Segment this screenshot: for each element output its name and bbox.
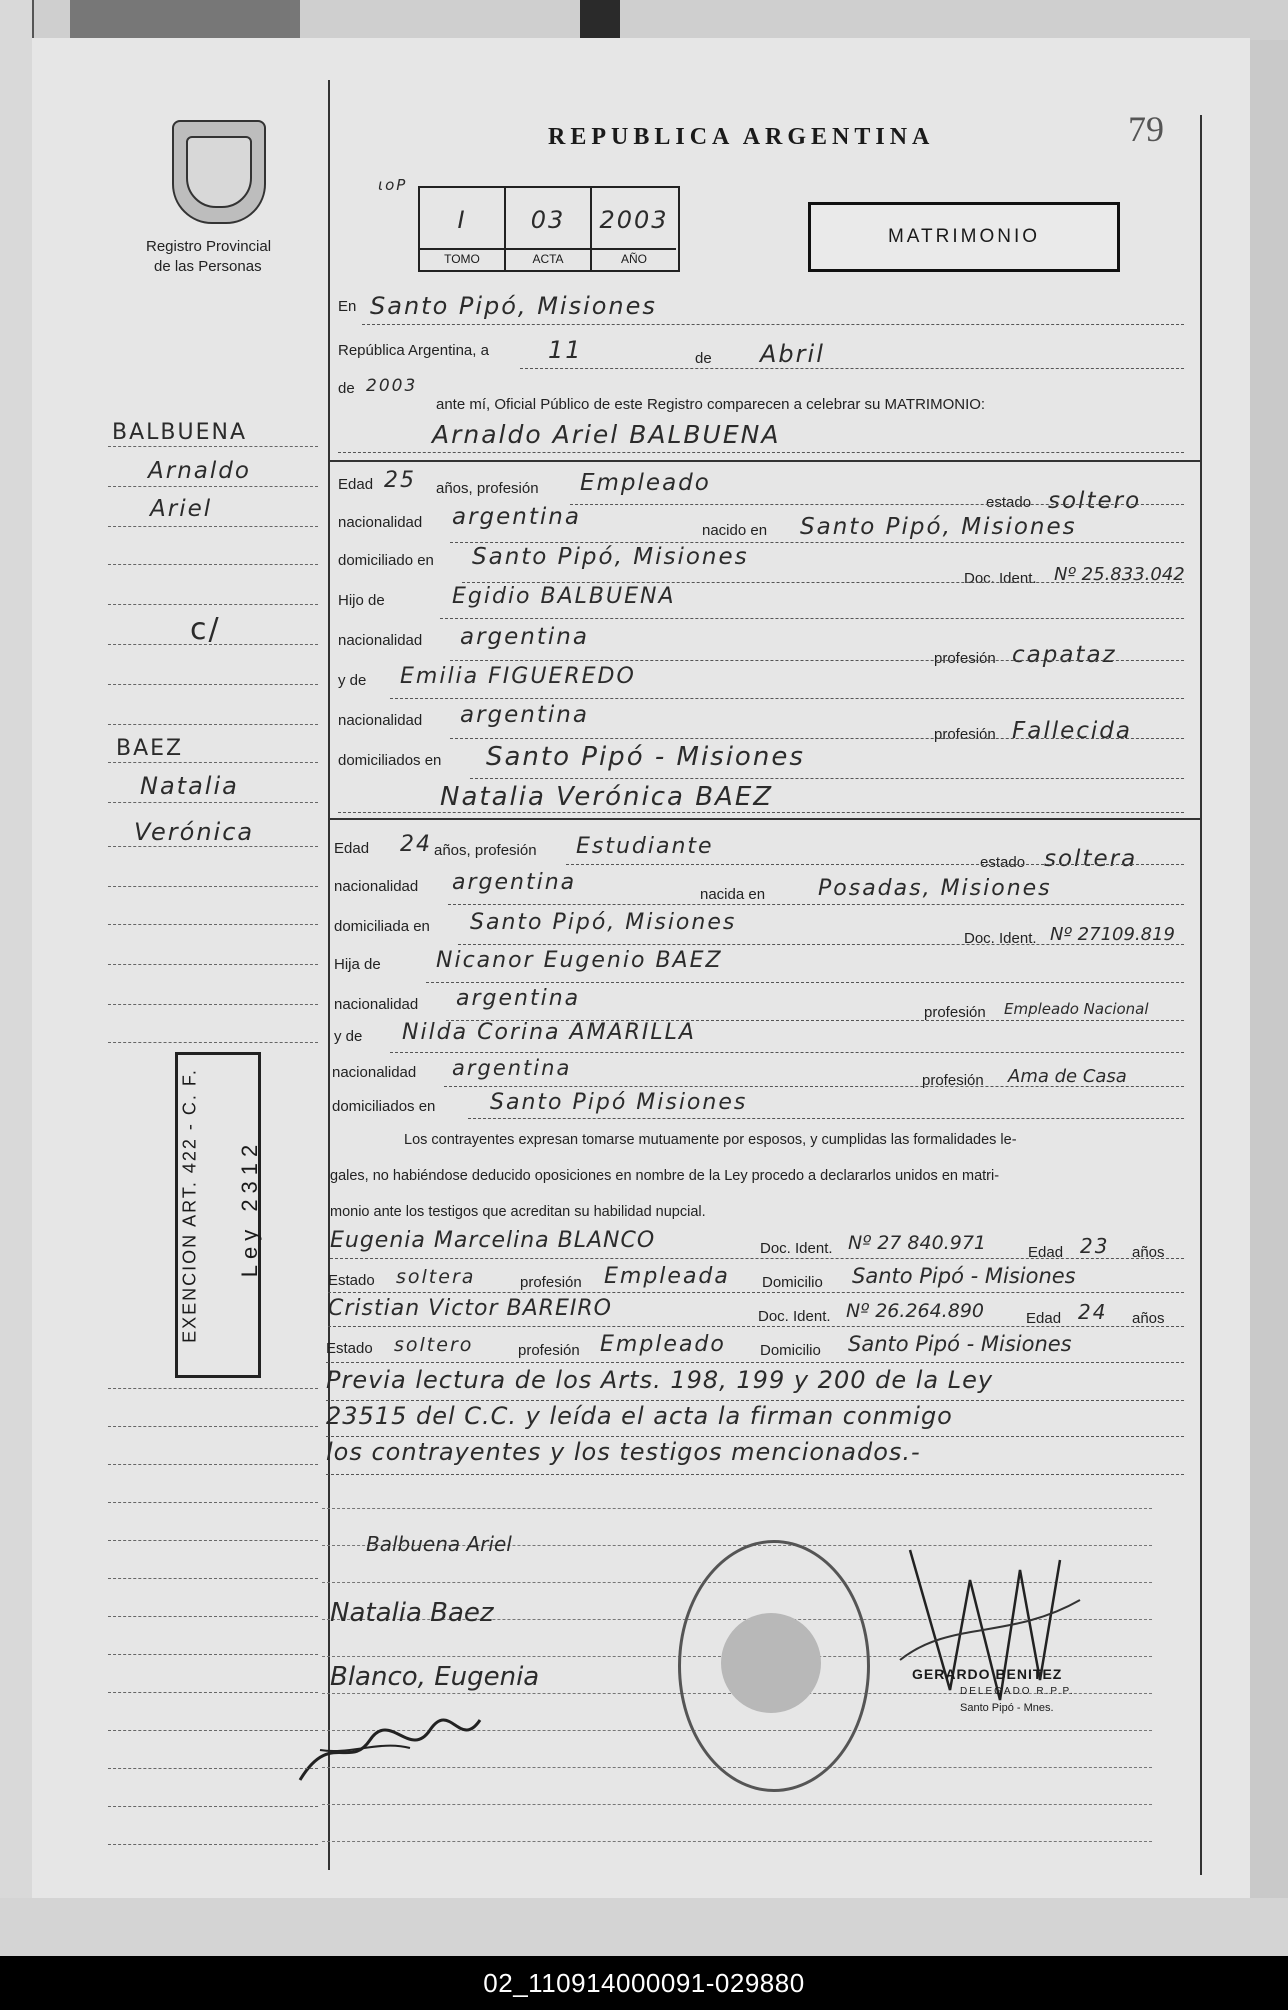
signature-witness-2-icon [290,1710,490,1790]
margin-line [108,1042,318,1043]
anio-value: 2003 [599,206,669,234]
margin-bride-second: Verónica [134,818,255,846]
fill-line [520,368,1184,369]
margin-line [108,446,318,447]
closing-line-1: Previa lectura de los Arts. 198, 199 y 200 de la Ley [326,1366,994,1394]
anios-profesion-label: años, profesión [434,842,537,859]
margin-line [108,1730,318,1731]
official-round-stamp [678,1540,870,1792]
day-value: 11 [548,336,583,364]
fill-line [566,864,1184,865]
de-label: de [695,350,712,367]
domicilio-label: Domicilio [760,1342,821,1359]
bride-profesion: Estudiante [576,834,714,859]
groom-profesion: Empleado [580,470,711,496]
groom-doc: Nº 25.833.042 [1054,564,1185,585]
country-title: REPUBLICA ARGENTINA [548,124,935,150]
nacionalidad-label: nacionalidad [338,632,423,649]
bride-nacida: Posadas, Misiones [818,876,1052,901]
domiciliado-label: domiciliado en [338,552,434,569]
groom-nacido: Santo Pipó, Misiones [800,514,1077,540]
y-de-label: y de [334,1028,363,1045]
margin-line [108,846,318,847]
officer-title: DELEGADO R.P.P. [960,1686,1075,1697]
margin-line [108,486,318,487]
fill-line [338,812,1184,813]
nacida-label: nacida en [700,886,766,903]
bride-madre-nacionalidad: argentina [452,1056,572,1080]
nacionalidad-label: nacionalidad [338,514,423,531]
edad-label: Edad [1026,1310,1062,1327]
republica-label: República Argentina, a [338,342,489,359]
fill-line [468,1118,1184,1119]
domiciliada-label: domiciliada en [334,918,430,935]
margin-line [108,1464,318,1465]
witness-2-doc: Nº 26.264.890 [846,1300,984,1322]
witness-1-profesion: Empleada [604,1264,730,1289]
fill-line [450,660,1184,661]
margin-line [108,1004,318,1005]
witness-1-edad: 23 [1080,1234,1110,1258]
fill-line [462,582,1184,583]
doc-label: Doc. Ident. [964,570,1037,587]
groom-domicilio: Santo Pipó, Misiones [472,544,749,570]
fill-line [322,1508,1152,1509]
groom-madre: Emilia FIGUEREDO [400,664,636,689]
margin-line [108,924,318,925]
fill-line [322,1841,1152,1842]
month-value: Abril [760,340,825,368]
groom-edad: 25 [384,468,416,493]
registry-name-2: de las Personas [154,258,262,275]
margin-groom-surname: BALBUENA [112,420,248,445]
fill-line [440,618,1184,619]
fill-line [326,1362,1184,1363]
hija-label: Hija de [334,956,381,973]
bride-nacionalidad: argentina [452,870,577,895]
acta-cell [506,188,592,270]
margin-line [108,1768,318,1769]
profesion-label: profesión [934,650,996,667]
anios-label: años [1132,1244,1165,1261]
profesion-label: profesión [934,726,996,743]
registry-seal-icon [172,120,266,224]
bride-padres-domicilio: Santo Pipó Misiones [490,1090,748,1115]
margin-line [108,526,318,527]
bride-estado: soltera [1044,846,1138,872]
anios-label: años [1132,1310,1165,1327]
fill-line [328,1292,1184,1293]
groom-padre-profesion: capataz [1012,642,1117,668]
section-divider [330,460,1200,462]
fill-line [328,1326,1184,1327]
margin-line [108,1616,318,1617]
nacionalidad-label: nacionalidad [334,996,419,1013]
groom-padres-domicilio: Santo Pipó - Misiones [486,742,805,772]
acta-label: ACTA [506,248,590,266]
bride-madre-profesion: Ama de Casa [1008,1066,1127,1087]
hijo-label: Hijo de [338,592,385,609]
margin-line [108,564,318,565]
fill-line [450,738,1184,739]
signature-bride: Natalia Baez [330,1598,494,1628]
margin-line [108,644,318,645]
tomo-value: I [457,206,467,234]
tomo-cell [420,188,506,270]
margin-line [108,802,318,803]
margin-line [108,604,318,605]
witness-2-estado: soltero [394,1334,474,1356]
fill-line [322,1804,1152,1805]
bride-padre-nacionalidad: argentina [456,986,581,1011]
domiciliados-label: domiciliados en [338,752,442,769]
margin-line [108,1540,318,1541]
fill-line [330,1258,1184,1259]
bride-full-name: Natalia Verónica BAEZ [440,782,774,812]
fill-line [326,1474,1184,1475]
estado-label: Estado [328,1272,375,1289]
closing-line-3: los contrayentes y los testigos mencionados.- [326,1438,921,1466]
margin-groom-first: Arnaldo [148,458,251,484]
doc-label: Doc. Ident. [760,1240,833,1257]
profesion-label: profesión [518,1342,580,1359]
scan-identifier: 02_110914000091-029880 [0,1956,1288,2010]
y-de-label: y de [338,672,367,689]
bottom-scan-border [0,1898,1288,1956]
groom-madre-nacionalidad: argentina [460,702,589,728]
fill-line [362,324,1184,325]
bride-madre: Nilda Corina AMARILLA [402,1020,696,1045]
witness-2-edad: 24 [1078,1300,1108,1324]
profesion-label: profesión [922,1072,984,1089]
page-border-right [1200,115,1202,1875]
fill-line [458,944,1184,945]
book-right-edge [1250,40,1288,1900]
doc-label: Doc. Ident. [758,1308,831,1325]
groom-padre-nacionalidad: argentina [460,624,589,650]
declaration-line-3: monio ante los testigos que acreditan su habilidad nupcial. [330,1204,706,1220]
tomo-acta-anio-box [418,186,680,272]
fill-line [390,698,1184,699]
declaration-line-2: gales, no habiéndose deducido oposiciones en nombre de la Ley procedo a declararlos unidos en matri- [330,1168,1000,1184]
stamp-exemption: EXENCION ART. 422 - C. F. [179,1068,200,1343]
stamp-law: Ley 2312 [237,1138,262,1278]
fill-line [448,904,1184,905]
margin-line [108,1502,318,1503]
year-prefix: de [338,380,355,397]
groom-nacionalidad: argentina [452,504,581,530]
margin-line [108,724,318,725]
domiciliados-label: domiciliados en [332,1098,436,1115]
anio-label: AÑO [592,248,676,266]
nacionalidad-label: nacionalidad [332,1064,417,1081]
nacionalidad-label: nacionalidad [338,712,423,729]
margin-line [108,1654,318,1655]
witness-1-doc: Nº 27 840.971 [848,1232,986,1254]
witness-2-domicilio: Santo Pipó - Misiones [848,1332,1072,1356]
groom-madre-profesion: Fallecida [1012,718,1132,744]
record-type-box: MATRIMONIO [808,202,1120,272]
groom-estado: soltero [1048,488,1142,514]
intro-text: ante mí, Oficial Público de este Registro comparecen a celebrar su MATRIMONIO: [436,396,986,413]
tax-exemption-stamp [175,1052,261,1378]
witness-1-domicilio: Santo Pipó - Misiones [852,1264,1076,1288]
fill-line [326,1400,1184,1401]
year-value: 2003 [366,376,418,396]
margin-line [108,886,318,887]
place-value: Santo Pipó, Misiones [370,292,657,320]
estado-label: Estado [326,1340,373,1357]
witness-2-name: Cristian Victor BAREIRO [328,1296,612,1321]
domicilio-label: Domicilio [762,1274,823,1291]
nacionalidad-label: nacionalidad [334,878,419,895]
margin-bride-first: Natalia [140,772,239,800]
bride-domicilio: Santo Pipó, Misiones [470,910,737,935]
officer-place: Santo Pipó - Mnes. [960,1702,1054,1714]
officer-name: GERARDO BENITEZ [912,1666,1063,1682]
folio-number: 79 [1128,109,1164,149]
estado-label: estado [986,494,1032,511]
bride-padre: Nicanor Eugenio BAEZ [436,948,723,973]
section-divider [330,818,1200,820]
groom-full-name: Arnaldo Ariel BALBUENA [432,420,781,449]
bride-padre-profesion: Empleado Nacional [1004,1000,1149,1018]
signature-witness-1: Blanco, Eugenia [330,1662,540,1692]
en-label: En [338,298,357,315]
witness-2-profesion: Empleado [600,1332,726,1357]
nacido-label: nacido en [702,522,768,539]
tomo-label: TOMO [420,248,504,266]
margin-bride-surname: BAEZ [116,736,184,761]
fill-line [426,982,1184,983]
fill-line [338,452,1184,453]
fill-line [570,504,1184,505]
anios-profesion-label: años, profesión [436,480,539,497]
margin-line [108,964,318,965]
witness-1-estado: soltera [396,1266,476,1288]
estado-label: estado [980,854,1026,871]
margin-line [108,1692,318,1693]
witness-1-name: Eugenia Marcelina BLANCO [330,1228,656,1253]
margin-line [108,684,318,685]
closing-line-2: 23515 del C.C. y leída el acta la firman conmigo [326,1402,953,1430]
declaration-line-1: Los contrayentes expresan tomarse mutuamente por esposos, y cumplidas las formalidades le- [404,1132,1017,1148]
margin-line [108,1578,318,1579]
book-left-edge [0,0,34,1905]
margin-line [108,1388,318,1389]
margin-line [108,762,318,763]
edad-label: Edad [1028,1244,1064,1261]
margin-groom-second: Ariel [150,496,213,522]
margin-connector: c/ [190,612,221,647]
fill-line [444,1086,1184,1087]
edad-label: Edad [334,840,370,857]
fill-line [450,542,1184,543]
margin-line [108,1426,318,1427]
margin-line [108,1844,318,1845]
tomo-prefix: ιoP [378,176,408,194]
fill-line [390,1052,1184,1053]
fill-line [326,1436,1184,1437]
edad-label: Edad [338,476,374,493]
profesion-label: profesión [924,1004,986,1021]
bride-doc: Nº 27109.819 [1050,924,1176,945]
margin-line [108,1806,318,1807]
acta-value: 03 [530,206,566,234]
doc-label: Doc. Ident. [964,930,1037,947]
anio-cell [592,188,678,270]
registry-name: Registro Provincial [146,238,272,255]
bride-edad: 24 [400,832,432,857]
fill-line [470,778,1184,779]
profesion-label: profesión [520,1274,582,1291]
groom-padre: Egidio BALBUENA [452,584,676,609]
signature-groom: Balbuena Ariel [366,1532,512,1556]
